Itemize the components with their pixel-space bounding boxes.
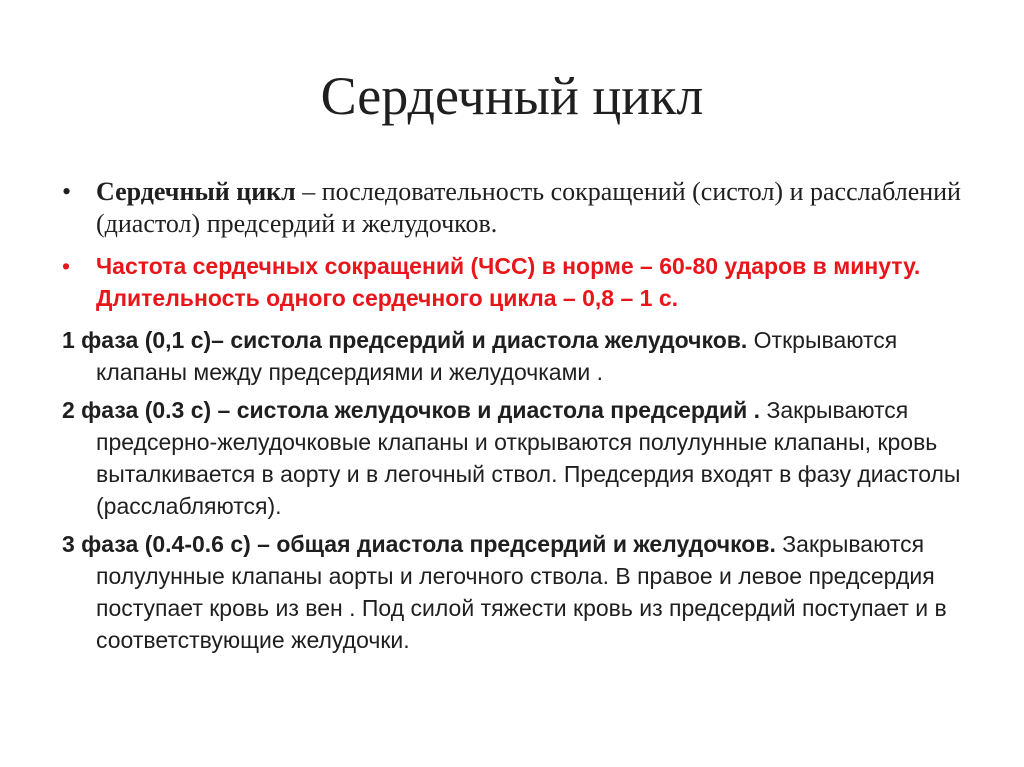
bullet-heart-rate (62, 250, 982, 314)
phase-heading: 1 фаза (0,1 с)– систола предсердий и диастола желудочков. (62, 327, 748, 353)
bullet-marker: • (62, 253, 71, 279)
bullet-text: – последовательность сокращений (систол) и расслаблений (диастол) предсердий и желудочков. (96, 177, 961, 238)
phase-text: Закрываются полулунные клапаны аорты и легочного ствола. В правое и левое предсердия поступает кровь из вен . Под силой тяжести кровь из предсердий поступает и в соответствующие желудочки. (96, 531, 947, 653)
bullet-definition (62, 176, 982, 240)
phase-2 (62, 394, 982, 522)
phase-heading: 3 фаза (0.4-0.6 с) – общая диастола предсердий и желудочков. (62, 531, 776, 557)
phase-1 (62, 324, 982, 388)
phase-text: Открываются клапаны между предсердиями и желудочками . (96, 327, 898, 385)
phase-heading: 2 фаза (0.3 с) – систола желудочков и диастола предсердий . (62, 397, 761, 423)
bullet-text: Частота сердечных сокращений (ЧСС) в норме – 60-80 ударов в минуту. Длительность одного сердечного цикла – 0,8 – 1 с. (96, 253, 921, 311)
slide-body (62, 176, 982, 662)
bullet-term: Сердечный цикл (96, 177, 296, 206)
bullet-marker: • (62, 177, 72, 206)
slide-title: Сердечный цикл (320, 66, 704, 126)
phase-3 (62, 528, 982, 656)
phase-text: Закрываются предсерно-желудочковые клапаны и открываются полулунные клапаны, кровь выталкивается в аорту и в легочный ствол. Предсердия входят в фазу диастолы (расслабляются). (96, 397, 961, 519)
